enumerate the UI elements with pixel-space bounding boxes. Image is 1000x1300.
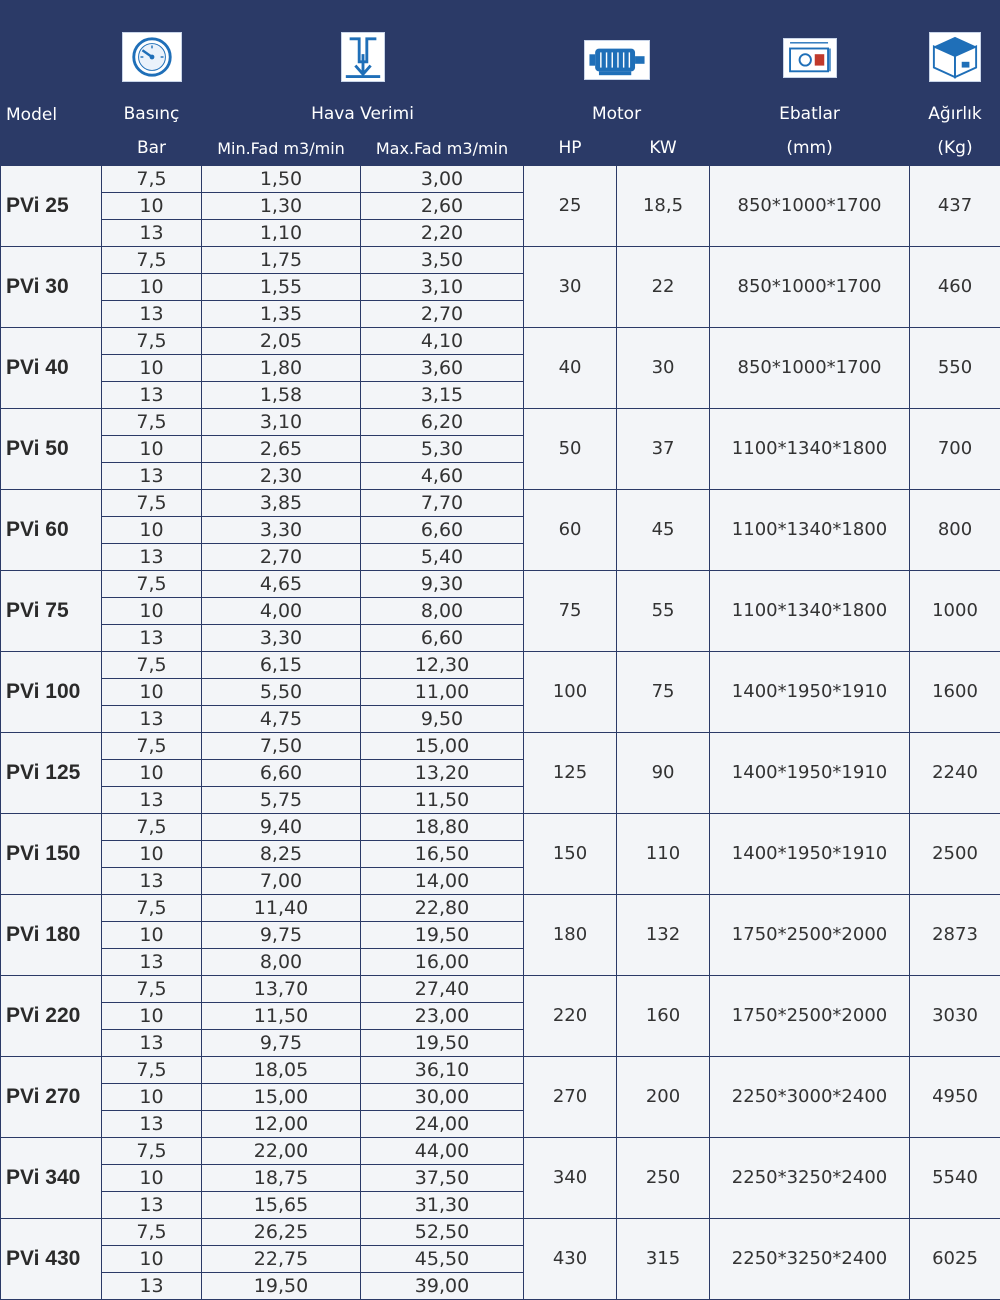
bar-cell: 13: [102, 301, 202, 328]
weight-header: [910, 1, 1000, 131]
dimensions-cell: 1400*1950*1910: [710, 733, 910, 814]
model-name: PVi 40: [1, 328, 102, 409]
max-fad-cell: 4,60: [361, 463, 524, 490]
table-row: [1, 1057, 1000, 1084]
table-row: [1, 571, 1000, 598]
kw-cell: 30: [617, 328, 710, 409]
hp-cell: 430: [524, 1219, 617, 1300]
bar-cell: 13: [102, 1273, 202, 1300]
max-fad-cell: 24,00: [361, 1111, 524, 1138]
bar-cell: 13: [102, 868, 202, 895]
model-header-label: Model: [6, 105, 101, 125]
model-name: PVi 60: [1, 490, 102, 571]
min-fad-cell: 1,50: [202, 166, 361, 193]
max-fad-cell: 15,00: [361, 733, 524, 760]
dimensions-cell: 850*1000*1700: [710, 328, 910, 409]
bar-cell: 13: [102, 220, 202, 247]
weight-header-label: Ağırlık: [910, 104, 1000, 124]
weight-cell: 2873: [910, 895, 1000, 976]
bar-cell: 7,5: [102, 409, 202, 436]
dimensions-cell: 1100*1340*1800: [710, 571, 910, 652]
min-fad-cell: 3,30: [202, 517, 361, 544]
weight-cell: 1600: [910, 652, 1000, 733]
motor-header-label: Motor: [524, 104, 709, 124]
min-fad-cell: 1,35: [202, 301, 361, 328]
max-fad-cell: 2,60: [361, 193, 524, 220]
bar-cell: 10: [102, 1165, 202, 1192]
air-flow-icon: [341, 32, 385, 82]
bar-cell: 7,5: [102, 814, 202, 841]
bar-subheader: Bar: [102, 131, 202, 166]
min-fad-cell: 1,10: [202, 220, 361, 247]
min-fad-cell: 12,00: [202, 1111, 361, 1138]
kw-cell: 250: [617, 1138, 710, 1219]
min-fad-cell: 9,75: [202, 1030, 361, 1057]
hp-cell: 150: [524, 814, 617, 895]
max-fad-cell: 3,15: [361, 382, 524, 409]
max-fad-cell: 6,60: [361, 625, 524, 652]
max-fad-cell: 14,00: [361, 868, 524, 895]
max-fad-cell: 2,70: [361, 301, 524, 328]
kw-cell: 90: [617, 733, 710, 814]
max-fad-cell: 3,50: [361, 247, 524, 274]
table-row: [1, 1219, 1000, 1246]
model-name: PVi 125: [1, 733, 102, 814]
bar-cell: 7,5: [102, 1057, 202, 1084]
bar-cell: 7,5: [102, 652, 202, 679]
max-fad-cell: 19,50: [361, 922, 524, 949]
kw-cell: 75: [617, 652, 710, 733]
model-name: PVi 270: [1, 1057, 102, 1138]
min-fad-cell: 15,00: [202, 1084, 361, 1111]
bar-cell: 10: [102, 598, 202, 625]
model-name: PVi 180: [1, 895, 102, 976]
max-fad-cell: 8,00: [361, 598, 524, 625]
max-fad-cell: 9,50: [361, 706, 524, 733]
bar-cell: 13: [102, 1030, 202, 1057]
model-name: PVi 25: [1, 166, 102, 247]
bar-cell: 7,5: [102, 166, 202, 193]
max-fad-cell: 9,30: [361, 571, 524, 598]
model-name: PVi 30: [1, 247, 102, 328]
weight-cell: 2500: [910, 814, 1000, 895]
min-fad-cell: 1,30: [202, 193, 361, 220]
table-row: [1, 328, 1000, 355]
bar-cell: 7,5: [102, 733, 202, 760]
model-name: PVi 430: [1, 1219, 102, 1300]
max-fad-cell: 44,00: [361, 1138, 524, 1165]
dimensions-cell: 1750*2500*2000: [710, 976, 910, 1057]
pressure-header-label: Basınç: [102, 104, 201, 124]
dimensions-unit-subheader: (mm): [710, 131, 910, 166]
bar-cell: 7,5: [102, 1219, 202, 1246]
max-fad-cell: 16,00: [361, 949, 524, 976]
kw-cell: 45: [617, 490, 710, 571]
max-fad-cell: 52,50: [361, 1219, 524, 1246]
table-row: [1, 814, 1000, 841]
max-fad-cell: 19,50: [361, 1030, 524, 1057]
max-fad-cell: 7,70: [361, 490, 524, 517]
bar-cell: 7,5: [102, 328, 202, 355]
max-fad-cell: 45,50: [361, 1246, 524, 1273]
kw-cell: 18,5: [617, 166, 710, 247]
min-fad-cell: 11,50: [202, 1003, 361, 1030]
max-fad-cell: 27,40: [361, 976, 524, 1003]
bar-cell: 10: [102, 436, 202, 463]
bar-cell: 7,5: [102, 490, 202, 517]
hp-cell: 75: [524, 571, 617, 652]
max-fad-subheader: Max.Fad m3/min: [361, 131, 524, 166]
max-fad-cell: 5,40: [361, 544, 524, 571]
min-fad-cell: 3,30: [202, 625, 361, 652]
max-fad-cell: 2,20: [361, 220, 524, 247]
min-fad-cell: 2,30: [202, 463, 361, 490]
hp-cell: 60: [524, 490, 617, 571]
model-name: PVi 100: [1, 652, 102, 733]
max-fad-cell: 6,60: [361, 517, 524, 544]
hp-cell: 50: [524, 409, 617, 490]
kw-subheader: KW: [617, 131, 710, 166]
max-fad-cell: 23,00: [361, 1003, 524, 1030]
table-body: [1, 166, 1000, 1300]
bar-cell: 10: [102, 1246, 202, 1273]
hp-cell: 30: [524, 247, 617, 328]
weight-cell: 4950: [910, 1057, 1000, 1138]
max-fad-cell: 3,00: [361, 166, 524, 193]
max-fad-cell: 18,80: [361, 814, 524, 841]
table-row: [1, 652, 1000, 679]
dimensions-cell: 1750*2500*2000: [710, 895, 910, 976]
table-row: [1, 247, 1000, 274]
dimensions-cell: 850*1000*1700: [710, 166, 910, 247]
min-fad-cell: 18,75: [202, 1165, 361, 1192]
table-row: [1, 490, 1000, 517]
table-row: [1, 733, 1000, 760]
bar-cell: 10: [102, 517, 202, 544]
model-name: PVi 340: [1, 1138, 102, 1219]
kw-cell: 132: [617, 895, 710, 976]
hp-cell: 25: [524, 166, 617, 247]
table-row: [1, 166, 1000, 193]
bar-cell: 13: [102, 625, 202, 652]
bar-cell: 7,5: [102, 895, 202, 922]
dimensions-cell: 2250*3250*2400: [710, 1219, 910, 1300]
min-fad-cell: 1,58: [202, 382, 361, 409]
min-fad-cell: 1,80: [202, 355, 361, 382]
dimensions-cell: 1400*1950*1910: [710, 814, 910, 895]
motor-header: [524, 1, 710, 131]
min-fad-subheader: Min.Fad m3/min: [202, 131, 361, 166]
dimensions-cell: 850*1000*1700: [710, 247, 910, 328]
bar-cell: 10: [102, 274, 202, 301]
bar-cell: 10: [102, 922, 202, 949]
max-fad-cell: 36,10: [361, 1057, 524, 1084]
kw-cell: 315: [617, 1219, 710, 1300]
compressor-machine-icon: [783, 38, 837, 78]
hp-cell: 270: [524, 1057, 617, 1138]
weight-cell: 800: [910, 490, 1000, 571]
bar-cell: 13: [102, 1192, 202, 1219]
min-fad-cell: 15,65: [202, 1192, 361, 1219]
bar-cell: 13: [102, 706, 202, 733]
hp-cell: 100: [524, 652, 617, 733]
min-fad-cell: 22,00: [202, 1138, 361, 1165]
bar-cell: 10: [102, 355, 202, 382]
min-fad-cell: 2,70: [202, 544, 361, 571]
kw-cell: 200: [617, 1057, 710, 1138]
max-fad-cell: 6,20: [361, 409, 524, 436]
min-fad-cell: 1,75: [202, 247, 361, 274]
min-fad-cell: 9,40: [202, 814, 361, 841]
min-fad-cell: 7,50: [202, 733, 361, 760]
hp-cell: 220: [524, 976, 617, 1057]
dimensions-cell: 1100*1340*1800: [710, 490, 910, 571]
bar-cell: 13: [102, 949, 202, 976]
table-row: [1, 976, 1000, 1003]
min-fad-cell: 2,65: [202, 436, 361, 463]
weight-cell: 460: [910, 247, 1000, 328]
table-row: [1, 409, 1000, 436]
max-fad-cell: 30,00: [361, 1084, 524, 1111]
model-name: PVi 150: [1, 814, 102, 895]
weight-cell: 6025: [910, 1219, 1000, 1300]
table-header: [1, 1, 1000, 166]
min-fad-cell: 2,05: [202, 328, 361, 355]
dimensions-cell: 1400*1950*1910: [710, 652, 910, 733]
bar-cell: 7,5: [102, 1138, 202, 1165]
kw-cell: 22: [617, 247, 710, 328]
weight-cell: 1000: [910, 571, 1000, 652]
min-fad-cell: 7,00: [202, 868, 361, 895]
min-fad-cell: 6,15: [202, 652, 361, 679]
min-fad-cell: 26,25: [202, 1219, 361, 1246]
bar-cell: 13: [102, 463, 202, 490]
bar-cell: 13: [102, 1111, 202, 1138]
table-row: [1, 1138, 1000, 1165]
bar-cell: 7,5: [102, 571, 202, 598]
air-output-header-label: Hava Verimi: [202, 104, 523, 124]
bar-cell: 10: [102, 193, 202, 220]
kw-cell: 55: [617, 571, 710, 652]
min-fad-cell: 5,75: [202, 787, 361, 814]
min-fad-cell: 8,25: [202, 841, 361, 868]
weight-cell: 437: [910, 166, 1000, 247]
bar-cell: 13: [102, 787, 202, 814]
dimensions-cell: 1100*1340*1800: [710, 409, 910, 490]
kw-cell: 37: [617, 409, 710, 490]
table-row: [1, 895, 1000, 922]
min-fad-cell: 3,85: [202, 490, 361, 517]
max-fad-cell: 5,30: [361, 436, 524, 463]
min-fad-cell: 18,05: [202, 1057, 361, 1084]
dimensions-cell: 2250*3000*2400: [710, 1057, 910, 1138]
bar-cell: 10: [102, 760, 202, 787]
package-box-icon: [929, 32, 981, 82]
bar-cell: 10: [102, 841, 202, 868]
dimensions-cell: 2250*3250*2400: [710, 1138, 910, 1219]
pressure-gauge-icon: [122, 32, 182, 82]
bar-cell: 10: [102, 679, 202, 706]
bar-cell: 10: [102, 1084, 202, 1111]
model-name: PVi 75: [1, 571, 102, 652]
electric-motor-icon: [584, 40, 650, 80]
hp-cell: 40: [524, 328, 617, 409]
min-fad-cell: 11,40: [202, 895, 361, 922]
pressure-header: [102, 1, 202, 131]
hp-subheader: HP: [524, 131, 617, 166]
max-fad-cell: 31,30: [361, 1192, 524, 1219]
kw-cell: 110: [617, 814, 710, 895]
min-fad-cell: 3,10: [202, 409, 361, 436]
weight-cell: 5540: [910, 1138, 1000, 1219]
weight-unit-subheader: (Kg): [910, 131, 1000, 166]
bar-cell: 7,5: [102, 247, 202, 274]
bar-cell: 7,5: [102, 976, 202, 1003]
max-fad-cell: 16,50: [361, 841, 524, 868]
min-fad-cell: 8,00: [202, 949, 361, 976]
max-fad-cell: 11,00: [361, 679, 524, 706]
hp-cell: 340: [524, 1138, 617, 1219]
min-fad-cell: 22,75: [202, 1246, 361, 1273]
max-fad-cell: 22,80: [361, 895, 524, 922]
min-fad-cell: 13,70: [202, 976, 361, 1003]
bar-cell: 13: [102, 544, 202, 571]
weight-cell: 3030: [910, 976, 1000, 1057]
model-name: PVi 50: [1, 409, 102, 490]
hp-cell: 125: [524, 733, 617, 814]
bar-cell: 10: [102, 1003, 202, 1030]
max-fad-cell: 12,30: [361, 652, 524, 679]
min-fad-cell: 6,60: [202, 760, 361, 787]
max-fad-cell: 3,60: [361, 355, 524, 382]
model-name: PVi 220: [1, 976, 102, 1057]
min-fad-cell: 4,65: [202, 571, 361, 598]
max-fad-cell: 37,50: [361, 1165, 524, 1192]
weight-cell: 550: [910, 328, 1000, 409]
kw-cell: 160: [617, 976, 710, 1057]
dimensions-header-label: Ebatlar: [710, 104, 909, 124]
max-fad-cell: 3,10: [361, 274, 524, 301]
max-fad-cell: 11,50: [361, 787, 524, 814]
max-fad-cell: 39,00: [361, 1273, 524, 1300]
weight-cell: 2240: [910, 733, 1000, 814]
min-fad-cell: 4,75: [202, 706, 361, 733]
min-fad-cell: 4,00: [202, 598, 361, 625]
model-header: [1, 1, 102, 166]
min-fad-cell: 9,75: [202, 922, 361, 949]
max-fad-cell: 4,10: [361, 328, 524, 355]
weight-cell: 700: [910, 409, 1000, 490]
bar-cell: 13: [102, 382, 202, 409]
max-fad-cell: 13,20: [361, 760, 524, 787]
min-fad-cell: 5,50: [202, 679, 361, 706]
hp-cell: 180: [524, 895, 617, 976]
min-fad-cell: 1,55: [202, 274, 361, 301]
dimensions-header: [710, 1, 910, 131]
min-fad-cell: 19,50: [202, 1273, 361, 1300]
air-output-header: [202, 1, 524, 131]
